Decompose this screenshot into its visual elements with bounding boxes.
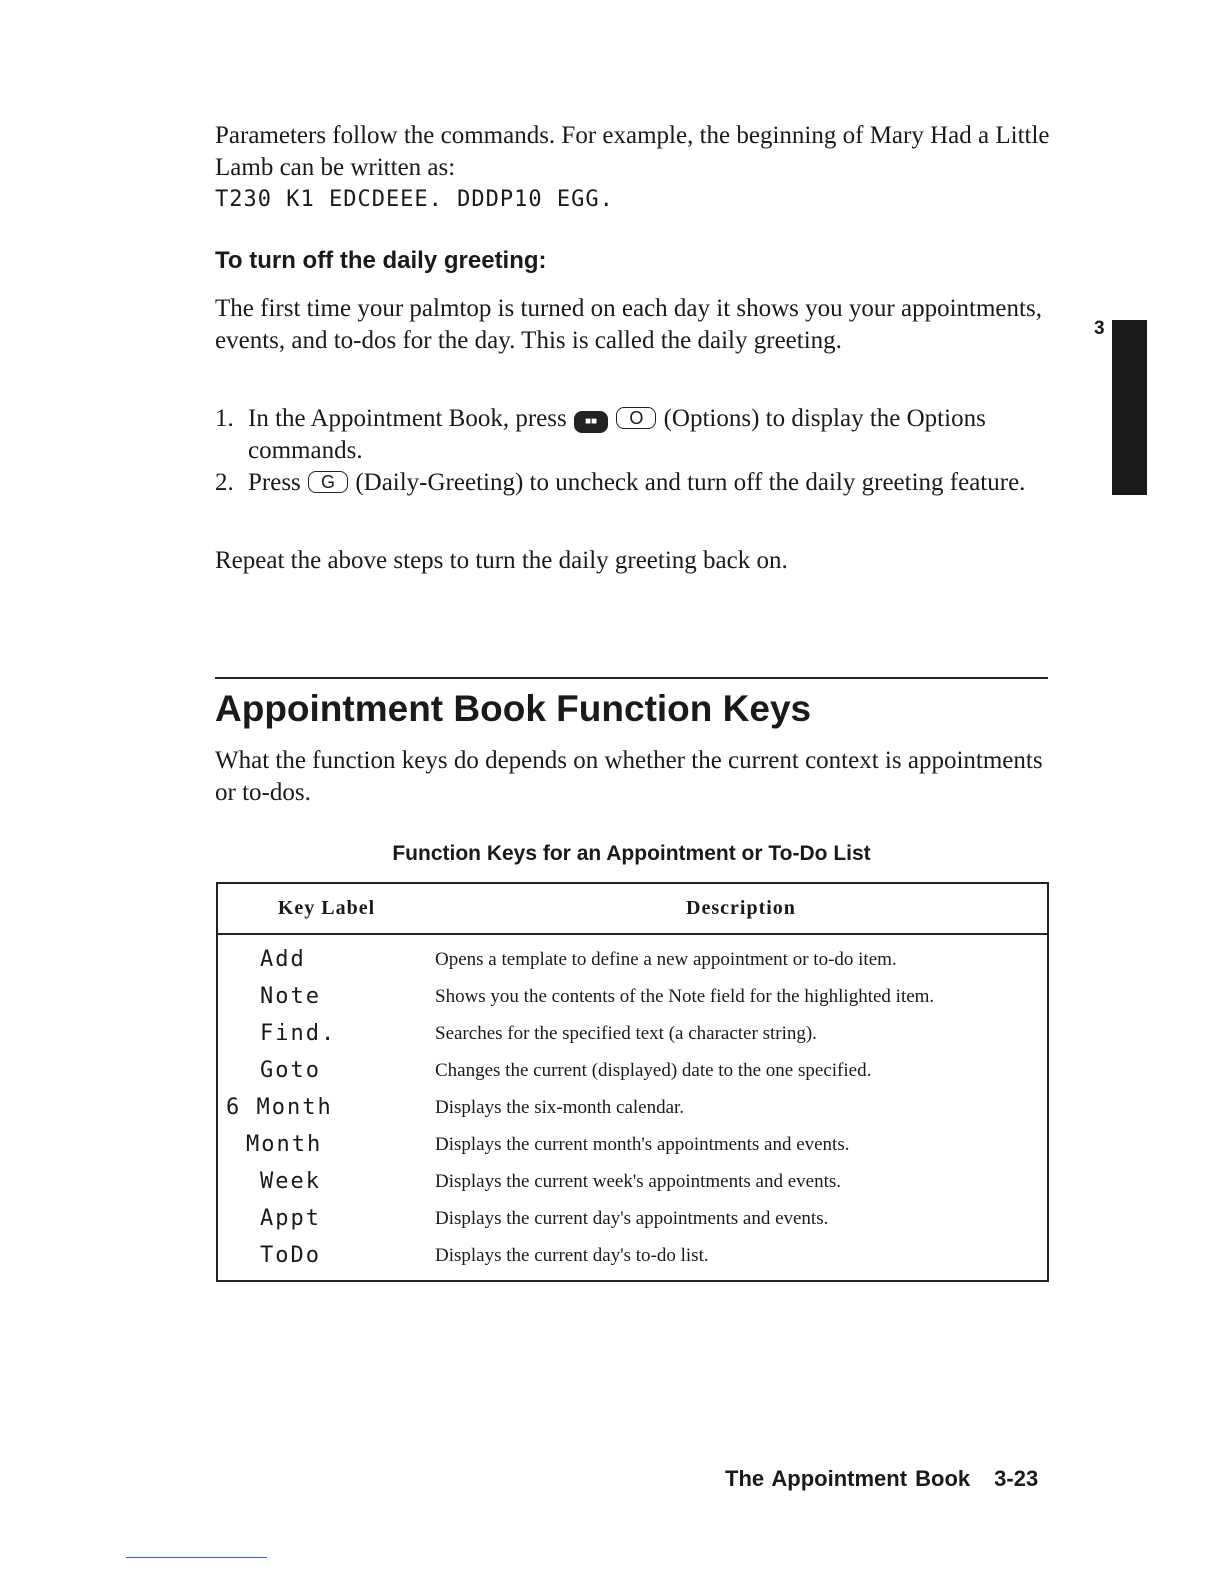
table-row <box>217 1205 1048 1242</box>
key-description: Shows you the contents of the Note field for the highlighted item. <box>435 986 935 1007</box>
chapter-tab-number: 3 <box>1094 318 1105 339</box>
key-label: Appt <box>260 1206 321 1231</box>
table-row <box>217 1057 1048 1094</box>
step-1 <box>215 403 1075 467</box>
step-text-a: Press <box>248 469 301 496</box>
column-header-key-label: Key Label <box>217 883 435 934</box>
step-number: 1. <box>215 405 234 432</box>
step-text <box>248 403 1075 467</box>
page-footer <box>725 1466 1038 1492</box>
key-label: Note <box>260 984 321 1009</box>
key-label: Find. <box>260 1021 337 1046</box>
key-description: Opens a template to define a new appointment or to-do item. <box>435 949 897 970</box>
table-row <box>217 934 1048 983</box>
footnote-rule <box>126 1557 267 1558</box>
key-description: Displays the current day's to-do list. <box>435 1245 709 1266</box>
key-description: Displays the current week's appointments and events. <box>435 1171 842 1192</box>
function-keys-table <box>216 882 1049 1282</box>
table-row <box>217 1094 1048 1131</box>
step-2 <box>215 467 1075 499</box>
menu-key-icon: ■■ <box>574 411 608 433</box>
key-description: Displays the current day's appointments and events. <box>435 1208 829 1229</box>
key-description: Searches for the specified text (a character string). <box>435 1023 817 1044</box>
section-intro: What the function keys do depends on whether the current context is appointments or to-dos. <box>215 747 1043 806</box>
o-key: O <box>616 407 656 429</box>
section-divider <box>215 677 1048 679</box>
key-description: Displays the six-month calendar. <box>435 1097 685 1118</box>
footer-chapter-title: The Appointment Book <box>725 1466 971 1491</box>
daily-greeting-paragraph: The first time your palmtop is turned on each day it shows you your appointments, events, and to-dos for the day. This is called the daily greeting. <box>215 295 1042 354</box>
key-label: Goto <box>260 1058 321 1083</box>
steps-list <box>215 403 1075 499</box>
key-description: Displays the current month's appointments and events. <box>435 1134 850 1155</box>
key-label: Month <box>246 1132 323 1157</box>
key-label: Week <box>260 1169 321 1194</box>
table-row <box>217 1168 1048 1205</box>
table-row <box>217 1020 1048 1057</box>
key-label: 6 Month <box>226 1095 333 1120</box>
table-caption: Function Keys for an Appointment or To-Do List <box>392 842 871 865</box>
chapter-thumb-tab <box>1112 320 1147 495</box>
column-header-description: Description <box>435 883 1048 934</box>
subheading-daily-greeting: To turn off the daily greeting: <box>215 247 547 274</box>
table-header-row <box>217 883 1048 934</box>
footer-page-number: 3-23 <box>994 1466 1039 1491</box>
step-number: 2. <box>215 469 234 496</box>
section-title: Appointment Book Function Keys <box>215 688 812 729</box>
repeat-paragraph: Repeat the above steps to turn the daily greeting back on. <box>215 547 788 574</box>
step-text-a: In the Appointment Book, press <box>248 405 567 432</box>
table-row <box>217 983 1048 1020</box>
intro-paragraph: Parameters follow the commands. For example, the beginning of Mary Had a Little Lamb can be written as: <box>215 122 1050 181</box>
g-key: G <box>308 471 348 493</box>
table-row <box>217 1242 1048 1281</box>
key-label: Add <box>260 947 306 972</box>
step-text-b: (Daily-Greeting) to uncheck and turn off the daily greeting feature. <box>355 469 1026 496</box>
step-text-b: (Options) to display the Options commands. <box>248 405 986 464</box>
key-description: Changes the current (displayed) date to the one specified. <box>435 1060 872 1081</box>
key-label: ToDo <box>260 1243 321 1268</box>
code-example: T230 K1 EDCDEEE. DDDP10 EGG. <box>215 187 614 212</box>
table-row <box>217 1131 1048 1168</box>
step-text <box>248 467 1075 499</box>
